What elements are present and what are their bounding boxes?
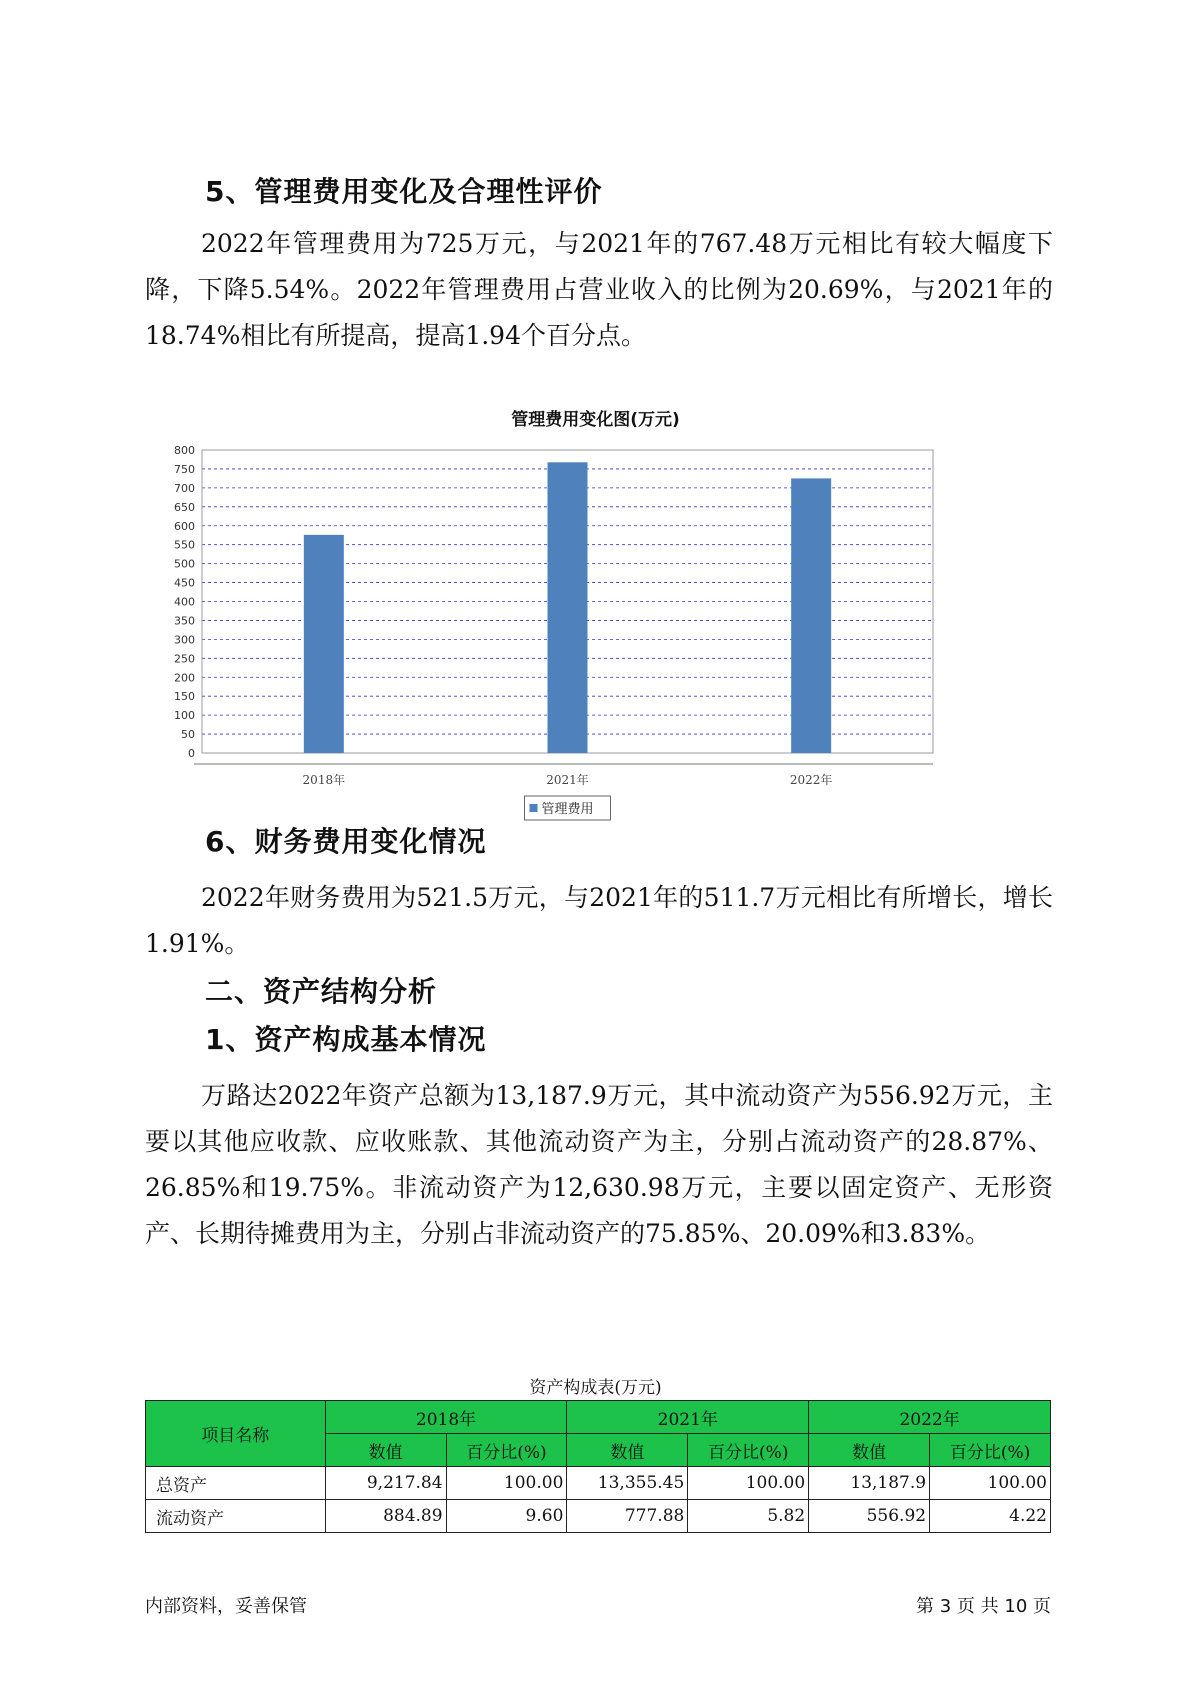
chart-title: 管理费用变化图(万元) [511,410,680,430]
header-year: 2022年 [809,1401,1051,1434]
row-label: 流动资产 [146,1500,326,1533]
header-year: 2021年 [567,1401,809,1434]
table-cell: 777.88 [567,1500,688,1533]
header-percent: 百分比(%) [930,1434,1051,1467]
section5-paragraph: 2022年管理费用为725万元，与2021年的767.48万元相比有较大幅度下降，下降5.54%。2022年管理费用占营业收入的比例为20.69%，与2021年的18.74%相比有所提高，提高1.94个百分点。 [145,229,1053,350]
header-year: 2018年 [325,1401,567,1434]
table-cell: 100.00 [930,1467,1051,1500]
bar [548,462,588,753]
assets-subheading: 1、资产构成基本情况 [205,1023,487,1056]
table-cell: 9,217.84 [325,1467,446,1500]
table-cell: 100.00 [688,1467,809,1500]
y-tick-label: 50 [181,728,195,742]
legend-swatch [530,804,538,812]
table-cell: 13,187.9 [809,1467,930,1500]
section5-heading: 5、管理费用变化及合理性评价 [205,175,603,208]
row-label: 总资产 [146,1467,326,1500]
asset-structure-table [145,1400,1051,1533]
table-cell: 5.82 [688,1500,809,1533]
y-tick-label: 400 [174,595,195,609]
section6-paragraph: 2022年财务费用为521.5万元，与2021年的511.7万元相比有所增长，增长1.91%。 [145,883,1053,958]
y-tick-label: 500 [174,557,195,571]
table-row [146,1500,1051,1533]
y-tick-label: 300 [174,633,195,647]
x-tick-label: 2021年 [546,773,589,787]
table-row [146,1467,1051,1500]
y-tick-label: 550 [174,538,195,552]
y-tick-label: 650 [174,500,195,514]
footer-page-number: 第 3 页 共 10 页 [916,1596,1051,1617]
table-cell: 100.00 [446,1467,567,1500]
table-cell: 4.22 [930,1500,1051,1533]
management-expense-chart [160,440,1030,817]
header-item-name: 项目名称 [146,1401,326,1467]
x-tick-label: 2018年 [302,773,346,787]
y-tick-label: 100 [174,709,195,723]
y-tick-label: 450 [174,576,195,590]
y-tick-label: 150 [174,690,195,704]
header-percent: 百分比(%) [446,1434,567,1467]
bar [791,478,831,753]
header-value: 数值 [809,1434,930,1467]
y-tick-label: 700 [174,481,195,495]
y-tick-label: 800 [174,444,195,457]
table-caption: 资产构成表(万元) [529,1378,662,1398]
header-value: 数值 [325,1434,446,1467]
y-tick-label: 0 [188,747,195,760]
section6-heading: 6、财务费用变化情况 [205,825,487,858]
header-percent: 百分比(%) [688,1434,809,1467]
table-cell: 9.60 [446,1500,567,1533]
table-cell: 556.92 [809,1500,930,1533]
y-tick-label: 600 [174,519,195,533]
footer-confidential: 内部资料，妥善保管 [145,1596,307,1617]
x-tick-label: 2022年 [789,773,833,787]
header-value: 数值 [567,1434,688,1467]
table-cell: 13,355.45 [567,1467,688,1500]
part2-heading: 二、资产结构分析 [205,975,438,1008]
y-tick-label: 250 [174,652,195,666]
bar [304,535,344,753]
legend-label: 管理费用 [541,802,594,817]
table-cell: 884.89 [325,1500,446,1533]
y-tick-label: 350 [174,614,195,628]
assets-paragraph: 万路达2022年资产总额为13,187.9万元，其中流动资产为556.92万元，主要以其他应收款、应收账款、其他流动资产为主，分别占流动资产的28.87%、26.85%和19.75%。非流动资产为12,630.98万元，主要以固定资产、无形资产、长期待摊费用为主，分别占非流动资产的75.85%、20.09%和3.83%。 [145,1081,1053,1248]
y-tick-label: 200 [174,671,195,685]
y-tick-label: 750 [174,462,195,476]
